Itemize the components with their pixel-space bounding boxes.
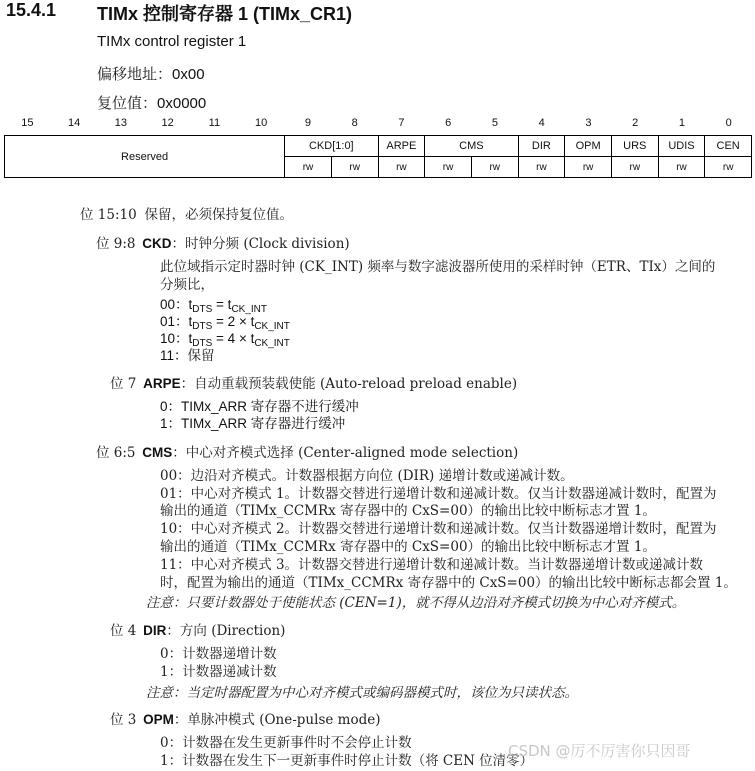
subscript: CK_INT: [231, 304, 267, 315]
bit-label: 位 9:8: [96, 236, 136, 252]
access-bit-2: rw: [611, 157, 658, 178]
bit-desc-6-5-heading: [96, 441, 518, 461]
reset-value-text: 0x0000: [157, 95, 207, 112]
offset-address: [97, 63, 205, 84]
bit-label: 位 6:5: [96, 445, 136, 461]
bit-number: 1: [678, 117, 685, 129]
field-title: ：时钟分频 (Clock division): [171, 236, 350, 252]
cms-line: 11：中心对齐模式 3。计数器交替进行递增计数和递减计数。当计数器递增计数或递减计数: [160, 557, 704, 573]
opm-option-0: 0：计数器在发生更新事件时不会停止计数: [160, 735, 412, 751]
bit-number: 2: [632, 117, 639, 129]
access-bit-6: rw: [425, 157, 472, 178]
ckd-description-line1: 此位域指示定时器时钟 (CK_INT) 频率与数字滤波器所使用的采样时钟（ETR、TIx）之间的: [160, 259, 716, 275]
field-cen: CEN: [705, 136, 752, 157]
bit-number: 5: [491, 117, 498, 129]
offset-label: 偏移地址：: [97, 65, 173, 83]
bit-number: 13: [114, 117, 127, 129]
bit-number: 3: [585, 117, 592, 129]
bit-number: 7: [398, 117, 405, 129]
access-bit-9: rw: [285, 157, 332, 178]
reset-value: [97, 92, 206, 113]
field-name: ARPE: [143, 376, 181, 391]
register-subtitle: TIMx control register 1: [97, 33, 247, 50]
cms-note: 注意：只要计数器处于使能状态 (CEN=1)，就不得从边沿对齐模式切换为中心对齐模式。: [146, 595, 686, 611]
ckd-description-line2: 分频比，: [160, 277, 214, 293]
register-bit-table: [4, 135, 752, 178]
field-title: ：单脉冲模式 (One-pulse mode): [173, 712, 381, 728]
bit-number: 12: [161, 117, 174, 129]
field-title: ：中心对齐模式选择 (Center-aligned mode selection): [172, 445, 519, 461]
offset-value: 0x00: [172, 66, 205, 83]
ckd-option-11: [160, 344, 215, 364]
bit-label: 位 4: [110, 623, 137, 639]
cms-line: 时，配置为输出的通道（TIMx_CCMRx 寄存器中的 CxS=00）的输出比较中断标志都会置 1。: [160, 575, 737, 591]
cms-line: 00：边沿对齐模式。计数器根据方向位 (DIR) 递增计数或递减计数。: [160, 468, 574, 484]
bit-number: 14: [68, 117, 81, 129]
field-ckd: CKD[1:0]: [285, 136, 378, 157]
cms-line: 01：中心对齐模式 1。计数器交替进行递增计数和递减计数。仅当计数器递减计数时，配置为: [160, 486, 717, 502]
bit-number: 6: [445, 117, 452, 129]
dir-option-0: 0：计数器递增计数: [160, 646, 277, 662]
option-key: 11：: [160, 348, 188, 363]
option-symbol: t: [188, 297, 193, 312]
field-name: DIR: [143, 623, 167, 638]
option-expr: = t: [212, 297, 232, 312]
field-cms: CMS: [425, 136, 518, 157]
bit-desc-9-8-heading: [96, 232, 350, 252]
cms-line: 输出的通道（TIMx_CCMRx 寄存器中的 CxS=00）的输出比较中断标志才置 1。: [160, 539, 656, 555]
bit-desc-3-heading: [110, 708, 380, 728]
field-name: CMS: [142, 445, 173, 460]
bit-number: 0: [725, 117, 732, 129]
subscript: DTS: [192, 304, 213, 315]
option-expr: = 4 × t: [212, 331, 255, 346]
subscript: DTS: [192, 321, 213, 332]
subscript: DTS: [192, 338, 213, 349]
field-udis: UDIS: [658, 136, 705, 157]
option-value: 保留: [187, 348, 215, 364]
cms-line: 输出的通道（TIMx_CCMRx 寄存器中的 CxS=00）的输出比较中断标志才置 1。: [160, 503, 656, 519]
option-expr: = 2 × t: [212, 314, 255, 329]
field-arpe: ARPE: [378, 136, 425, 157]
option-symbol: t: [188, 314, 193, 329]
bit-desc-7-heading: [110, 372, 517, 392]
field-urs: URS: [611, 136, 658, 157]
reset-label: 复位值：: [97, 94, 158, 112]
watermark-text: CSDN @厉不厉害你只因哥: [508, 742, 691, 760]
section-number: 15.4.1: [6, 0, 57, 20]
subscript: CK_INT: [254, 321, 290, 332]
dir-note: 注意：当定时器配置为中心对齐模式或编码器模式时，该位为只读状态。: [146, 685, 578, 701]
bit-number: 11: [208, 117, 221, 129]
bit-desc-15-10: [80, 203, 293, 223]
bit-desc-4-heading: [110, 619, 285, 639]
access-bit-4: rw: [518, 157, 565, 178]
access-bit-8: rw: [331, 157, 378, 178]
field-dir: DIR: [518, 136, 565, 157]
arpe-option-1: 1：TIMx_ARR 寄存器进行缓冲: [160, 416, 346, 431]
bit-description: 保留，必须保持复位值。: [144, 207, 293, 223]
bit-label: 位 15:10: [80, 207, 137, 223]
option-key: 01：: [160, 314, 189, 329]
option-key: 00：: [160, 297, 189, 312]
access-bit-0: rw: [705, 157, 752, 178]
field-reserved: Reserved: [5, 136, 285, 178]
bit-label: 位 7: [110, 376, 137, 392]
field-title: ：方向 (Direction): [166, 623, 286, 639]
opm-option-1: 1：计数器在发生下一更新事件时停止计数（将 CEN 位清零）: [160, 753, 534, 769]
field-name: OPM: [143, 712, 174, 727]
field-opm: OPM: [565, 136, 612, 157]
bit-number: 10: [255, 117, 268, 129]
bit-number: 15: [21, 117, 34, 129]
dir-option-1: 1：计数器递减计数: [160, 664, 277, 680]
subscript: CK_INT: [254, 338, 290, 349]
arpe-option-0: 0：TIMx_ARR 寄存器不进行缓冲: [160, 399, 359, 414]
access-bit-1: rw: [658, 157, 705, 178]
field-title: ：自动重载预装载使能 (Auto-reload preload enable): [180, 376, 518, 392]
option-symbol: t: [188, 331, 193, 346]
access-bit-3: rw: [565, 157, 612, 178]
cms-line: 10：中心对齐模式 2。计数器交替进行递增计数和递减计数。仅当计数器递增计数时，配置为: [160, 521, 717, 537]
bit-number: 4: [538, 117, 545, 129]
section-title: TIMx 控制寄存器 1 (TIMx_CR1): [97, 4, 353, 24]
access-bit-7: rw: [378, 157, 425, 178]
bit-number: 8: [351, 117, 358, 129]
access-bit-5: rw: [471, 157, 518, 178]
field-name: CKD: [142, 236, 172, 251]
bit-number: 9: [304, 117, 311, 129]
option-key: 10：: [160, 331, 189, 346]
bit-label: 位 3: [110, 712, 137, 728]
